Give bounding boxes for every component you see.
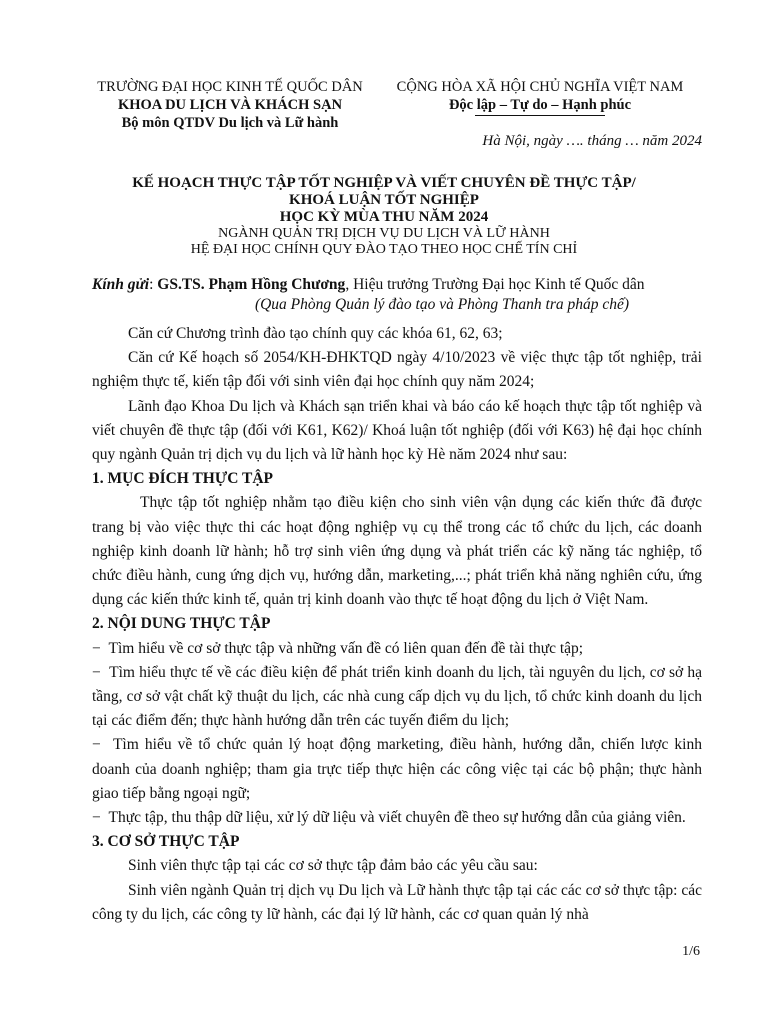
section-purpose-text: Thực tập tốt nghiệp nhằm tạo điều kiện cho sinh viên vận dụng các kiến thức đã được trang bị vào việc thực thi các hoạt động nghiệp vụ cụ thể trong các tổ chức du lịch, các doanh nghiệp kinh doanh lữ hành; hỗ trợ sinh viên ứng dụng và phát triển các kỹ năng tác nghiệp, tổ chức điều hành, cung ứng dịch vụ, hướng dẫn, marketing,...; phát triển khả năng nghiên cứu, ứng dụng các kiến thức kinh tế, quản trị kinh doanh vào thực tế hoạt động du lịch ở Việt Nam. — [92, 494, 702, 609]
preamble-paragraph: Căn cứ Kế hoạch số 2054/KH-ĐHKTQD ngày 4/10/2023 về việc thực tập tốt nghiệp, trải nghiệm thực tế, kiến tập đối với sinh viên đại học chính quy năm 2024; — [92, 349, 702, 391]
national-motto-block — [380, 78, 700, 116]
country-name: CỘNG HÒA XÃ HỘI CHỦ NGHĨA VIỆT NAM — [396, 79, 684, 95]
section-content-item-text: Tìm hiểu về tổ chức quản lý hoạt động marketing, điều hành, hướng dẫn, chiến lược kinh doanh của doanh nghiệp; tham gia trực tiếp thực hiện các công việc tại các bộ phận; thực hành giao tiếp bằng ngoại ngữ; — [92, 736, 702, 802]
recipient-position: , Hiệu trưởng Trường Đại học Kinh tế Quốc dân — [345, 276, 645, 293]
title-line-5: HỆ ĐẠI HỌC CHÍNH QUY ĐÀO TẠO THEO HỌC CHẾ TÍN CHỈ — [190, 242, 578, 257]
section-facility-paragraph: Sinh viên ngành Quản trị dịch vụ Du lịch và Lữ hành thực tập tại các các cơ sở thực tập: các công ty du lịch, các công ty lữ hành, các đại lý lữ hành, các cơ quan quản lý nhà — [92, 881, 702, 923]
title-line-2: KHOÁ LUẬN TỐT NGHIỆP — [289, 192, 479, 208]
section-content-item — [92, 661, 702, 734]
preamble-paragraph: Lãnh đạo Khoa Du lịch và Khách sạn triển khai và báo cáo kế hoạch thực tập tốt nghiệp và viết chuyên đề thực tập (đối với K61, K62)/ Khoá luận tốt nghiệp (đối với K63) hệ đại học chính quy ngành Quản trị dịch vụ du lịch và lữ hành học kỳ Hè năm 2024 như sau: — [92, 397, 702, 464]
recipient-name: GS.TS. Phạm Hồng Chương — [157, 276, 346, 293]
section-heading-facility: 3. CƠ SỞ THỰC TẬP — [92, 833, 240, 851]
section-facility-paragraph: Sinh viên thực tập tại các cơ sở thực tập đảm bảo các yêu cầu sau: — [128, 857, 538, 875]
document-body — [92, 322, 702, 927]
section-content-item-text: Tìm hiểu thực tế về các điều kiện để phát triển kinh doanh du lịch, tài nguyên du lịch, cơ sở hạ tầng, cơ sở vật chất kỹ thuật du lịch, các nhà cung cấp dịch vụ du lịch, tổ chức kinh doanh du lịch tại các điểm đến; thực hành hướng dẫn trên các tuyến điểm du lịch; — [92, 663, 702, 730]
document-title-block — [60, 175, 708, 258]
page-number: 1/6 — [682, 944, 700, 959]
section-content-item — [92, 806, 702, 830]
title-line-1: KẾ HOẠCH THỰC TẬP TỐT NGHIỆP VÀ VIẾT CHUYÊN ĐỀ THỰC TẬP/ — [132, 175, 636, 191]
section-content-item-text: Thực tập, thu thập dữ liệu, xử lý dữ liệu và viết chuyên đề theo sự hướng dẫn của giảng viên. — [108, 809, 686, 827]
section-heading-content: 2. NỘI DUNG THỰC TẬP — [92, 615, 271, 633]
department-name: Bộ môn QTDV Du lịch và Lữ hành — [121, 115, 339, 131]
faculty-name: KHOA DU LỊCH VÀ KHÁCH SẠN — [117, 97, 343, 113]
title-line-3: HỌC KỲ MÙA THU NĂM 2024 — [279, 209, 489, 225]
recipient-block: Kính gửi: GS.TS. Phạm Hồng Chương, Hiệu trưởng Trường Đại học Kinh tế Quốc dân (Qua Phòng Quản lý đào tạo và Phòng Thanh tra pháp chế) — [92, 275, 702, 315]
section-content-item — [92, 637, 702, 661]
preamble-paragraph: Căn cứ Chương trình đào tạo chính quy các khóa 61, 62, 63; — [128, 325, 503, 342]
recipient-via: (Qua Phòng Quản lý đào tạo và Phòng Thanh tra pháp chế) — [254, 296, 630, 313]
motto: Độc lập – Tự do – Hạnh phúc — [448, 97, 632, 113]
document-date: Hà Nội, ngày …. tháng … năm 2024 — [482, 133, 702, 149]
document-header — [80, 78, 700, 138]
university-name: TRƯỜNG ĐẠI HỌC KINH TẾ QUỐC DÂN — [97, 79, 363, 95]
issuer-block — [80, 78, 380, 132]
motto-underline — [475, 115, 605, 116]
section-content-item — [92, 733, 702, 806]
title-line-4: NGÀNH QUẢN TRỊ DỊCH VỤ DU LỊCH VÀ LỮ HÀNH — [218, 226, 550, 241]
section-heading-purpose: 1. MỤC ĐÍCH THỰC TẬP — [92, 470, 273, 488]
section-content-item-text: Tìm hiểu về cơ sở thực tập và những vấn đề có liên quan đến đề tài thực tập; — [108, 639, 584, 657]
recipient-label: Kính gửi — [92, 276, 150, 293]
